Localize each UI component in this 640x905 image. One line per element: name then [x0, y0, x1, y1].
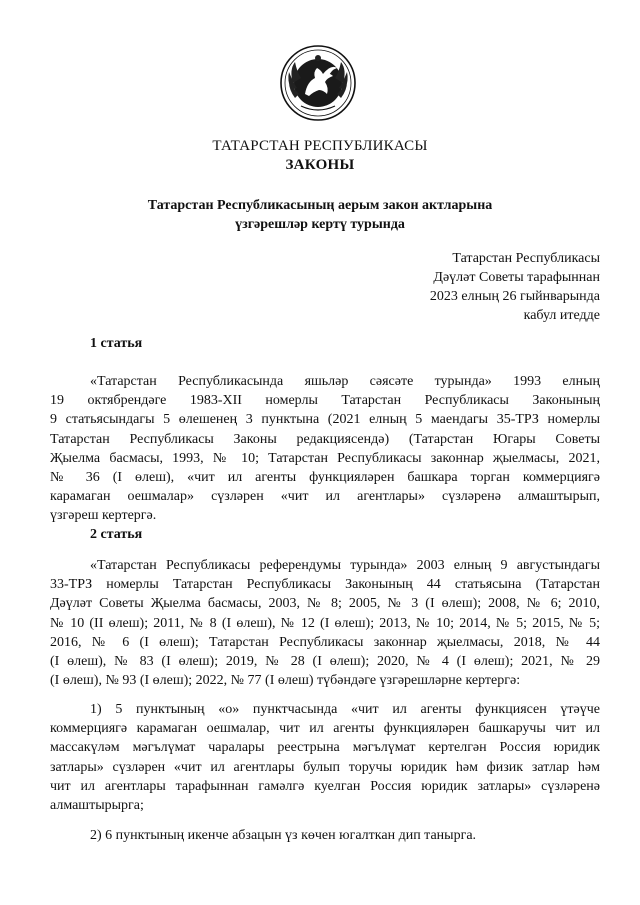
republic-header: ТАТАРСТАН РЕСПУБЛИКАСЫ — [212, 138, 428, 154]
article-1-line: «Татарстан Республикасында яшьләр сәясәте турында» 1993 елның — [90, 374, 600, 389]
article-2-text — [50, 556, 600, 690]
article-1-line: 19 октябрендәге 1983-XII номерлы Татарстан Республикасы Законының — [50, 393, 600, 409]
document-title-line-2: үзгәрешләр кертү турында — [235, 217, 405, 232]
article-2-line: № 10 (II өлеш); 2011, № 8 (I өлеш), № 12 (I өлеш); 2013, № 10; 2014, № 5; 2015, № 5; — [50, 615, 600, 631]
article-2-item-2 — [50, 826, 600, 845]
article-1-heading: 1 статья — [90, 336, 143, 351]
article-1-line: № 36 (I өлеш), «чит ил агенты функцияләрен башкара торган коммерциягә — [50, 470, 600, 486]
item-1-line: массакүләм мәгълүмат чаралары реестрына мәгълүмат кертелгән Россия юридик — [50, 740, 600, 756]
article-1-text — [50, 372, 600, 526]
article-1-line: 9 статьясындагы 5 өлешенең 3 пунктына (2021 елның 5 маендагы 35-ТРЗ номерлы — [50, 412, 600, 428]
item-2-line: 2) 6 пунктының икенче абзацын үз көчен югалткан дип танырга. — [90, 828, 477, 843]
adoption-line-4: кабул итедде — [523, 308, 600, 323]
article-2-line: (I өлеш), № 93 (I өлеш); 2022, № 77 (I өлеш) түбәндәге үзгәрешләрне кертергә: — [50, 673, 521, 689]
article-2-heading: 2 статья — [90, 527, 143, 542]
item-1-line: алмаштырырга; — [50, 798, 144, 814]
article-2-line: «Татарстан Республикасы референдумы турында» 2003 елның 9 августындагы — [90, 558, 600, 573]
item-1-line: затлары» сүзләрен «чит ил агентлары булып торучы юридик һәм физик затлар һәм — [50, 759, 600, 775]
law-header: ЗАКОНЫ — [285, 157, 355, 173]
item-1-line: чит ил агентлары тарафыннан гамәлгә куелган Россия юридик затлары» сүзләренә — [50, 778, 600, 794]
article-2-line: (I өлеш), № 83 (I өлеш); 2019, № 28 (I өлеш); 2020, № 4 (I өлеш); 2021, № 29 — [50, 654, 600, 670]
article-1-line: Татарстан Республикасы Законы редакциясендә) (Татарстан Югары Советы — [50, 431, 600, 447]
adoption-line-3: 2023 елның 26 гыйнварында — [429, 289, 600, 304]
adoption-line-2: Дәүләт Советы тарафыннан — [433, 270, 600, 285]
article-1-line: Җыелма басмасы, 1993, № 10; Татарстан Республикасы законнар җыелмасы, 2021, — [50, 450, 600, 466]
article-2-item-1 — [50, 700, 600, 815]
adoption-block — [430, 249, 600, 325]
adoption-line-1: Татарстан Республикасы — [452, 251, 600, 266]
article-2-line: Дәүләт Советы Җыелма басмасы, 2003, № 8; 2005, № 3 (I өлеш); 2008, № 6; 2010, — [50, 596, 600, 612]
article-1-line: карамаган оешмалар» сүзләрен «чит ил агентлары» сүзләренә алмаштырып, — [50, 489, 600, 505]
article-1-line: үзгәреш кертергә. — [50, 508, 157, 524]
item-1-line: коммерциягә карамаган оешмалар, чит ил агенты функцияләрен башкаручы чит ил — [50, 721, 600, 737]
article-2-line: 2016, № 6 (I өлеш); Татарстан Республикасы законнар җыелмасы, 2018, № 44 — [50, 634, 600, 650]
article-2-line: 33-ТРЗ номерлы Татарстан Республикасы Законының 44 статьясына (Татарстан — [50, 577, 600, 593]
tatarstan-emblem-icon — [279, 44, 357, 122]
document-title-line-1: Татарстан Республикасының аерым закон актларына — [147, 198, 493, 213]
item-1-line: 1) 5 пунктының «о» пунктчасында «чит ил агенты функциясен үтәүче — [90, 702, 600, 717]
